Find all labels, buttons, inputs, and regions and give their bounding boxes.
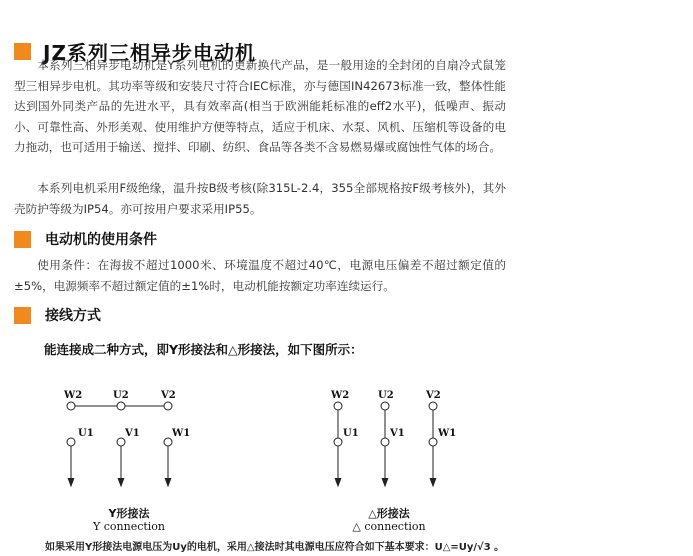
terminal-circle xyxy=(164,438,172,446)
terminal-label: V1 xyxy=(125,428,140,439)
arrow-down-icon xyxy=(165,478,171,486)
terminal-circle xyxy=(429,402,437,410)
wiring-heading: 接线方式 xyxy=(45,308,101,324)
terminal-circle xyxy=(164,402,172,410)
page-title: JZ系列三相异步电动机 xyxy=(43,41,256,65)
intro-paragraph-2: 本系列电机采用F级绝缘，温升按B级考核(除315L-2.4，355全部规格按F级考核外)，其外壳防护等级为IP54。亦可按用户要求采用IP55。 xyxy=(14,181,506,216)
usage-paragraph: 使用条件：在海拔不超过1000米、环境温度不超过40℃，电源电压偏差不超过额定值的±5%，电源频率不超过额定值的±1%时，电动机能按额定功率连续运行。 xyxy=(14,258,506,293)
terminal-label: W1 xyxy=(438,428,457,439)
terminal-circle xyxy=(334,402,342,410)
wiring-intro: 能连接成二种方式，即Y形接法和△形接法，如下图所示： xyxy=(44,342,363,357)
terminal-label: U1 xyxy=(343,428,359,439)
terminal-label: V2 xyxy=(426,390,441,401)
terminal-label: W2 xyxy=(331,390,350,401)
terminal-label: U2 xyxy=(113,390,129,401)
terminal-label: V2 xyxy=(161,390,176,401)
intro-paragraph-1: 本系列三相异步电动机是Y系列电机的更新换代产品，是一般用途的全封闭的自扇冷式鼠笼型三相异步电机。其功率等级和安装尺寸符合IEC标准，亦与德国IN42673标准一致，整体性能达到国外同类产品的先进水平，具有效率高(相当于欧洲能耗标准的eff2水平)，低噪声、振动小、可靠性高、外形美观、使用维护方便等特点，适应于机床、水泵、风机、压缩机等设备的电力拖动，也可适用于输送、搅拌、印刷、纺织、食品等各类不含易燃易爆或腐蚀性气体的场合。 xyxy=(14,58,506,154)
terminal-label: U1 xyxy=(78,428,94,439)
arrow-down-icon xyxy=(68,478,74,486)
delta-caption-en: △ connection xyxy=(352,520,426,533)
terminal-circle xyxy=(67,438,75,446)
y-caption-cn: Y形接法 xyxy=(108,507,150,520)
arrow-down-icon xyxy=(335,478,341,486)
terminal-circle xyxy=(67,402,75,410)
y-caption-en: Y connection xyxy=(92,520,166,533)
terminal-circle xyxy=(381,438,389,446)
arrow-down-icon xyxy=(430,478,436,486)
arrow-down-icon xyxy=(382,478,388,486)
terminal-label: W1 xyxy=(172,428,191,439)
usage-heading: 电动机的使用条件 xyxy=(45,232,157,248)
arrow-down-icon xyxy=(118,478,124,486)
terminal-circle xyxy=(117,402,125,410)
y-connection-caption xyxy=(54,507,204,533)
y-connection-diagram xyxy=(67,402,172,486)
terminal-label: V1 xyxy=(390,428,405,439)
terminal-label: U2 xyxy=(378,390,394,401)
terminal-label: W2 xyxy=(64,390,83,401)
delta-caption-cn: △形接法 xyxy=(368,507,410,520)
delta-connection-caption xyxy=(314,507,464,533)
terminal-circle xyxy=(117,438,125,446)
terminal-circle xyxy=(334,438,342,446)
terminal-circle xyxy=(429,438,437,446)
delta-connection-diagram xyxy=(334,402,437,486)
terminal-circle xyxy=(381,402,389,410)
footnote: 如果采用Y形接法电源电压为Uy的电机，采用△接法时其电源电压应符合如下基本要求：U△=Uy/√3 。 xyxy=(45,542,505,553)
